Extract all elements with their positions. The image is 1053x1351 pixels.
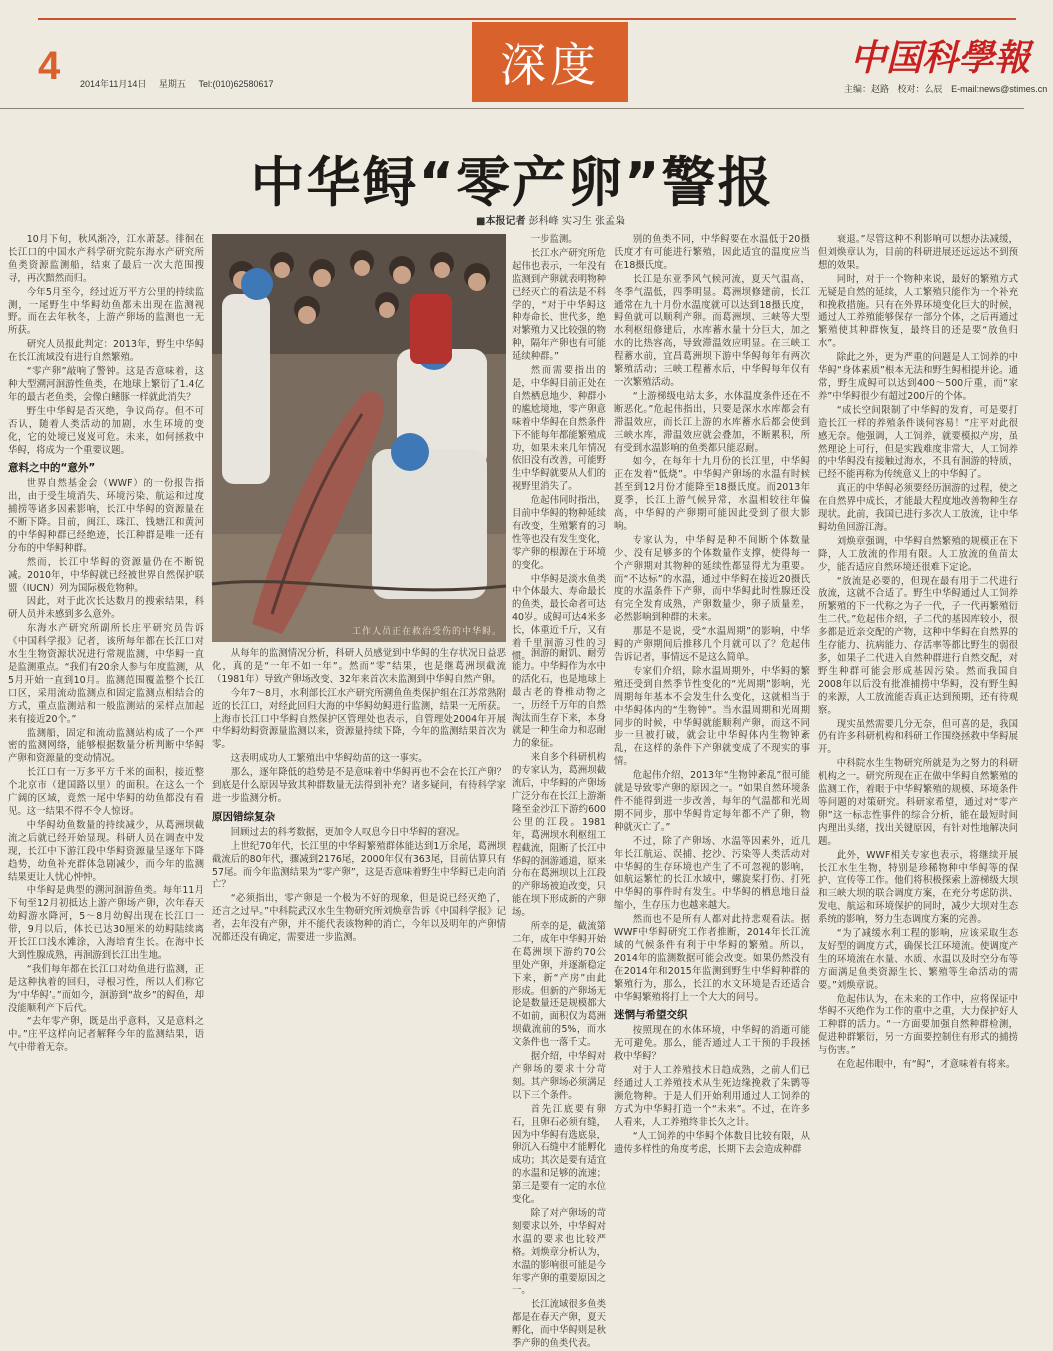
paragraph: 研究人员报此判定：2013年，野生中华鲟在长江流域没有进行自然繁殖。 bbox=[8, 339, 204, 364]
issue-weekday: 星期五 bbox=[158, 79, 186, 89]
paragraph: 回顾过去的科考数据，更加令人叹息今日中华鲟的窘况。 bbox=[230, 826, 466, 838]
paragraph: 从每年的监测情况分析，科研人员感觉到中华鲟的生存状况日益恶化，真的是“一年不如一年”。然而“零”结果，也是继葛洲坝截流（1981年）导致产卵场改变、32年来首次未监测到中华鲟自然产卵。 bbox=[212, 648, 506, 685]
section-heading: 原因错综复杂 bbox=[212, 810, 275, 823]
article-column-3-lower bbox=[512, 648, 606, 1350]
byline-prefix: ■本报记者 bbox=[476, 216, 526, 227]
paragraph: 今年5月至今，经过近万平方公里的持续监测，一尾野生中华鲟幼鱼都未出现在监测视野。而在去年秋冬，上游产卵场的监测也一无所获。 bbox=[8, 286, 204, 337]
paragraph: 首先江底要有卵石，且卵石必须有缝，因为中华鲟有选底泉，卵沉入石缝中才能孵化成功；其次是要有适宜的水温和足够的流速；第三是要有一定的水位变化。 bbox=[512, 1103, 606, 1206]
paragraph: 同时，对于一个物种来说，最好的繁殖方式无疑是自然的延续，人工繁殖只能作为一个补充和挽救措施。只有在外界环境变化巨大的时候，通过人工养殖能够保存一部分个体，之后再通过繁殖使其种群恢复，最终目的还是要“放鱼归水”。 bbox=[818, 273, 1018, 350]
paragraph: 长江口有一万多平方千米的面积，接近整个北京市（建国路以里）的面积。在这么一个广阔的区域，竟然一尾中华鲟的幼鱼都没有看见。这一结果不得不令人惊讶。 bbox=[8, 767, 204, 817]
paragraph: “我们每年都在长江口对幼鱼进行监测，正是这种执着的回归，寻根习性，所以人们称它为‘中华鲟’。”而如今，洄游到“故乡”的鲟鱼，却没能顺利产下后代。 bbox=[8, 963, 204, 1014]
paragraph: 真正的中华鲟必须要经历洄游的过程，使之在自然界中成长，才能最大程度地改善物种生存现状。此前，我国已进行多次人工放流，让中华鲟幼鱼回游江海。 bbox=[818, 483, 1018, 533]
paragraph: 然而，长江中华鲟的资源量仍在不断锐减。2010年，中华鲟就已经被世界自然保护联盟（IUCN）列为国际极危物种。 bbox=[8, 556, 204, 594]
paragraph: 现实虽然需要几分无奈，但可喜的是，我国仍有许多科研机构和科研工作围绕拯救中华鲟展开。 bbox=[818, 718, 1018, 756]
section-heading: 意料之中的“意外” bbox=[8, 462, 96, 475]
paragraph: “放流是必要的，但现在最有用于二代进行放流，这就不合适了。野生中华鲟通过人工饲养所繁殖的下一代称之为子一代，子一代再繁殖衍生二代。”危起伟介绍，子二代的基因库较小，很多都是近亲交配的产物，这种中华鲟在自然界的生存能力、抗病能力、存活率等都比野生的弱很多，如果子二代进入自然种群进行自然交配，对野生种群可能会形成基因污染。然而我国自2008年以后没有批准捕捞中华鲟，没有野生鲟的来源，人工放流能否真正达到预期，还有待观察。 bbox=[818, 575, 1018, 716]
editor-name: 主编：赵路 bbox=[844, 84, 890, 94]
paragraph: 对于人工养殖技术日趋成熟，之前人们已经通过人工养殖技术从生死边缘挽救了朱鹮等濒危物种。于是人们开始利用通过人工饲养的方式为中华鲟打造一个“未来”。不过，在许多人看来，人工养殖终非长久之计。 bbox=[614, 1065, 810, 1128]
paragraph: 按照现在的水体环境，中华鲟的消逝可能无可避免。那么，能否通过人工干预的手段拯救中华鲟？ bbox=[614, 1025, 810, 1063]
paragraph: 别的鱼类不同，中华鲟要在水温低于20摄氏度才有可能进行繁殖，因此适宜的温度应当在18摄氏度。 bbox=[614, 234, 810, 271]
paragraph: “零产卵”敲响了警钟。这是否意味着，这种大型溯河洄游性鱼类，在地球上繁衍了1.4亿年的最古老鱼类，会像白鳍豚一样就此消失？ bbox=[8, 366, 204, 403]
paragraph: 衰退。”尽管这种不利影响可以想办法减缓，但刘焕章认为，目前的科研进展还远远达不到预想的效果。 bbox=[818, 234, 1018, 271]
news-photo bbox=[212, 234, 506, 642]
paragraph: 野生中华鲟是否灭绝，争议尚存。但不可否认，随着人类活动的加剧，水生环境的变化，它的处境已岌岌可危。未来，如何拯救中华鲟，将成为一个重要议题。 bbox=[8, 405, 204, 456]
paragraph: 专家认为，中华鲟是种不间断个体数量少、没有足够多的个体数量作支撑，使得每一个产卵期对其物种的延续性都显得尤为重要。而“不达标”的水温，通过中华鲟在接近20摄氏度的水温条件下产卵，而中华鲟此时性腺还没有完全发育成熟，产卵数量少，卵子质量差，必然影响到种群的未来。 bbox=[614, 534, 810, 624]
paragraph: 除了对产卵场的苛刻要求以外，中华鲟对水温的要求也比较严格。刘焕章分析认为，水温的影响很可能是今年零产卵的重要原因之一。 bbox=[512, 1207, 606, 1297]
photo-caption: 工作人员正在救治受伤的中华鲟。 bbox=[351, 627, 502, 637]
article-title: 中华鲟“零产卵”警报 bbox=[250, 151, 774, 214]
article-column-2 bbox=[212, 648, 506, 1010]
paragraph: 来自多个科研机构的专家认为，葛洲坝截流后，中华鲟的产卵场广泛分布在长江上游渐隆至金沙江下游约600公里的江段。1981年，葛洲坝水利枢纽工程截流，阻断了长江中华鲟的洄游通道，原来分布在葛洲坝以上江段的产卵场被迫改变，只能在坝下形成新的产卵场。 bbox=[512, 752, 606, 919]
section-heading: 迷惘与希望交织 bbox=[614, 1009, 688, 1022]
editor-line bbox=[844, 82, 1048, 95]
paragraph: “成长空间限制了中华鲟的发育，可是要打造长江一样的养殖条件谈何容易！”庄平对此很感无奈。他强调，人工饲养，就要模拟产房，虽然理论上可行，但是实践难度非常大，人工饲养的中华鲟没有接触过海水，不具有洄游的特质，已经不能再称为传统意义上的中华鲟了。 bbox=[818, 404, 1018, 481]
byline-names: 彭科峰 实习生 张孟枭 bbox=[528, 216, 625, 227]
proofreader-name: 校对：么辰 bbox=[897, 84, 943, 94]
paragraph: 洄游的耐饥、耐劳能力。中华鲟作为水中的活化石，也是地球上最古老的脊椎动物之一，历经千万年的自然淘汰而生存下来，本身就是一种生命力和忍耐力的象征。 bbox=[512, 648, 606, 750]
paragraph: 今年7～8月，水利部长江水产研究所溯鱼鱼类保护组在江苏常熟附近的长江口，对经此回归大海的中华鲟幼鲟进行监测，结果一无所获。上海市长江口中华鲟自然保护区管理处也表示，自管理处2004年开展中华鲟幼鲟资源量监测以来，资源量持续下降，今年的监测结果首次为零。 bbox=[212, 687, 506, 751]
paragraph: 世界自然基金会（WWF）的一份报告指出，由于受生境消失、环境污染、航运和过度捕捞等诸多因素影响，长江中华鲟的资源量在不断下降。目前，闽江、珠江、钱塘江和黄河的中华鲟种群已经绝迹，长江种群是唯一还有分布的中华鲟种群。 bbox=[8, 478, 204, 554]
paragraph: 那是不是说，受“水温周期”的影响，中华鲟的产卵期间后推移几个月就可以了？危起伟告诉记者，事情远不是这么简单。 bbox=[614, 626, 810, 663]
paragraph: 据介绍，中华鲟对产卵场的要求十分苛刻。其产卵场必须满足以下三个条件。 bbox=[512, 1051, 606, 1101]
paragraph: 长江是东亚季风气候河流，夏天气温高，冬季气温低，四季明显。葛洲坝修建前，长江通常在九十月份水温度就可以达到18摄氏度，鲟鱼就可以顺利产卵。而葛洲坝、三峡等大型水利枢纽修建后，水库蓄水量十分巨大，加之水的比热容高，导致滞温效应明显。在三峡工程蓄水前，宜昌葛洲坝下游中华鲟每年有两次繁殖活动；三峡工程蓄水后，中华鲟每年仅有一次繁殖活动。 bbox=[614, 273, 810, 388]
paragraph: 中华鲟是典型的溯河洄游鱼类。每年11月下旬至12月初抵达上游产卵场产卵，次年春天幼鲟游水降河，5～8月幼鲟出现在长江口一带，9月以后，体长已达30厘米的幼鲟陆续离开长江口浅水滩涂，入海培育生长。在海中长大到性腺成熟，再洄游到长江出生地。 bbox=[8, 885, 204, 961]
paragraph: 危起伟认为，在未来的工作中，应将保证中华鲟不灭绝作为工作的重中之重，大力保护好人工种群的活力。“一方面要加强自然种群检测，促进种群繁衍，另一方面要控制住有形式的捕捞与伤害。” bbox=[818, 993, 1018, 1057]
paragraph: 不过，除了产卵场、水温等因素外，近几年长江航运、误捕、挖沙、污染等人类活动对中华鲟的生存环境也产生了不可忽视的影响，如航运繁忙的长江水域中，螺旋桨打伤、打死中华鲟的事件时有发生。中华鲟的栖息地日益缩小，生存压力也越来越大。 bbox=[614, 835, 810, 912]
paragraph: 监测船，固定和流动监测站构成了一个严密的监测网络，能够根据数量分析判断中华鲟产卵和资源量的变动情况。 bbox=[8, 727, 204, 765]
paragraph: 中科院水生生物研究所就是为之努力的科研机构之一。研究所现在正在做中华鲟自然繁殖的监测工作，着眼于中华鲟繁殖的规模、环境条件等问题的对策研究。科研家希望，通过对“零产卵”这一标志性事件的综合分析，能在最短时间内理出头绪，找出关键原因，有针对性地解决问题。 bbox=[818, 758, 1018, 847]
paragraph: 所幸的是，截流第二年，成年中华鲟开始在葛洲坝下游约70公里处产卵，并逐渐稳定下来，新“产房”由此形成。但新的产卵场无论是数量还是规模都大不如前，面积仅为葛洲坝截流前的5%，而水文条件也一落千丈。 bbox=[512, 921, 606, 1049]
paragraph: 除此之外，更为严重的问题是人工饲养的中华鲟“身体素质”根本无法和野生鲟相提并论。通常，野生成鲟可以达到400～500斤重，而“家养”中华鲟很少有超过200斤的个体。 bbox=[818, 352, 1018, 402]
paragraph: 刘焕章强调，中华鲟自然繁殖的规模正在下降，人工放流的作用有限。人工放流的鱼苗太少，能否适应自然环境还很难下定论。 bbox=[818, 535, 1018, 573]
article-column-5 bbox=[818, 234, 1018, 1071]
section-label: 深度 bbox=[472, 22, 628, 102]
paragraph: 专家们介绍，除水温周期外，中华鲟的繁殖还受到自然季节性变化的“光周期”影响，光周期每年基本不会发生什么变化，这就相当于中华鲟体内的“生物钟”。当水温周期和光周期同步的时候，中华鲟就能顺利产卵，而这不同步一旦被打破，就会让中华鲟体内生物钟紊乱，在这样的条件下产卵就变成了不现实的事情。 bbox=[614, 665, 810, 768]
article-column-3-narrow bbox=[512, 234, 606, 662]
paragraph: 此外，WWF相关专家也表示，将继续开展长江水生生物，特别是珍稀物种中华鲟等的保护、宣传等工作。他们将积极探索上游梯级大坝和三峡大坝的联合调度方案，在充分考虑防洪、发电、航运和环境保护的同时，减少大坝对生态系统的影响，努力生态调度方案的完善。 bbox=[818, 849, 1018, 926]
paragraph: 一步监测。 bbox=[530, 234, 578, 245]
paragraph: “为了减缓水利工程的影响，应该采取生态友好型的调度方式，确保长江环境流。使调度产生的环境流在水量、水质、水温以及时空分布等方面满足鱼类资源生长、繁殖等生命活动的需要。”刘焕章说。 bbox=[818, 928, 1018, 991]
paragraph: “必须指出，零产卵是一个极为不好的现象，但是说已经灭绝了，还言之过早。”中科院武汉水生生物研究所刘焕章告诉《中国科学报》记者，去年没有产卵，并不能代表该物种的消亡，今年以及明年的产卵情况都还没有确定，需要进一步监测。 bbox=[212, 893, 506, 944]
paragraph: 然而也不是所有人都对此持悲观看法。据WWF中华鲟研究工作者推断，2014年长江流域的气候条件有利于中华鲟的繁殖。所以，2014年的监测数据可能会改变。如果仍然没有在2014年和2015年监测到野生中华鲟种群的繁殖行为，那么，长江的水文环境是否还适合中华鲟繁殖将打上一个大大的问号。 bbox=[614, 914, 810, 1003]
paragraph: 东海水产研究所副所长庄平研究员告诉《中国科学报》记者，该所每年都在长江口对水生生物资源状况进行常规监测，中华鲟一直是监测重点。“我们有20余人参与年度监测，从5月开始一直到10月。监测范围覆盖整个长江口区，采用流动监测点和固定监测点相结合的方式，重点监测站和一般监测站的采样点加起来有接近20个。” bbox=[8, 623, 204, 725]
newspaper-masthead: 中国科學報 bbox=[850, 37, 1031, 79]
paragraph: 如今，在每年十九月份的长江里，中华鲟正在发着“低烧”。中华鲟产卵场的水温有时候甚至到12月份才能降至18摄氏度。而2013年夏季，长江上游气候异常，水温相较往年偏高，中华鲟的产卵期可能因此受到了很大影响。 bbox=[614, 456, 810, 532]
paragraph: 这表明成功人工繁殖出中华鲟幼苗的这一事实。 bbox=[230, 753, 428, 765]
date-line bbox=[80, 77, 284, 90]
page-number: 4 bbox=[38, 44, 61, 88]
email-address: E-mail:news@stimes.cn bbox=[951, 84, 1048, 94]
header-rule bbox=[0, 108, 1024, 109]
paragraph: “上游梯级电站太多，水体温度条件还在不断恶化。”危起伟指出，只要是深水水库都会有滞温效应，而长江上游的水库蓄水后都会使到三峡水库，滞温效应就会叠加，不断累积，所有受到水温影响的鱼类都只能忍耐。 bbox=[614, 390, 810, 454]
paragraph: 10月下旬，秋风渐冷，江水萧瑟。徘徊在长江口的中国水产科学研究院东海水产研究所鱼类资源监测船，结束了最后一次大范围搜寻，再次黯然而归。 bbox=[8, 234, 204, 284]
paragraph: 危起伟同时指出，目前中华鲟的物种延续有改变，生殖繁育的习性等也没有发生变化，零产卵的根源在于环境的变化。 bbox=[512, 495, 606, 571]
article-column-1 bbox=[8, 234, 204, 1054]
issue-date: 2014年11月14日 bbox=[80, 79, 147, 89]
telephone: Tel:(010)62580617 bbox=[198, 79, 274, 89]
article-column-4 bbox=[614, 234, 810, 1155]
photo-illustration bbox=[212, 234, 506, 642]
paragraph: 因此，对于此次长达数月的搜索结果，科研人员并未感到多么意外。 bbox=[8, 596, 204, 621]
paragraph: “人工饲养的中华鲟个体数目比较有限，从遗传多样性的角度考虑，长期下去会造成种群 bbox=[614, 1130, 810, 1155]
byline bbox=[476, 212, 625, 227]
paragraph: 中华鲟幼鱼数量的持续减少，从葛洲坝截流之后就已经开始显现。科研人员在调查中发现，长江中下游江段中华鲟资源量呈逐年下降趋势，幼鱼补充群体急剧减少，而今年的监测结果更让人忧心忡忡。 bbox=[8, 819, 204, 883]
paragraph: 然而需要指出的是，中华鲟目前正处在自然栖息地少、种群小的尴尬境地，零产卵意味着中华鲟在自然条件下不能每年都能繁殖成功，如果未来几年情况依旧没有改善，可能野生中华鲟就要从人们的视野里消失了。 bbox=[512, 365, 606, 493]
paragraph: 上世纪70年代，长江里的中华鲟繁殖群体能达到1万余尾，葛洲坝截流后的80年代，骤减到2176尾，2000年仅有363尾，目前估算只有57尾。而今年监测结果为“零产卵”，这是否意味着野生中华鲟已走向消亡？ bbox=[212, 840, 506, 891]
paragraph: 危起伟介绍，2013年“生物钟紊乱”很可能就是导致零产卵的原因之一。“如果自然环境条件不能得到进一步改善，每年的气温都和光周期不同步，那中华鲟肯定每年都不产了卵，物种就灭亡了。” bbox=[614, 770, 810, 833]
paragraph: 长江水产研究所危起伟也表示，一年没有监测到产卵就表明物种已经灭亡的看法是不科学的，“对于中华鲟这种寿命长、世代多，绝对繁殖力又比较强的物种，隔年产卵也有可能延续种群。” bbox=[512, 247, 606, 363]
paragraph: “去年零产卵，既是出乎意料，又是意料之中。”庄平这样向记者解释今年的监测结果，语气中带着无奈。 bbox=[8, 1016, 204, 1054]
paragraph: 中华鲟是淡水鱼类中个体最大、寿命最长的鱼类，最长命者可达40岁。成鲟可达4米多长，体重近千斤，又有着千里洄游习性的习惯。 bbox=[512, 573, 606, 662]
top-rule bbox=[38, 18, 1016, 20]
paragraph: 那么，逐年降低的趋势是不是意味着中华鲟再也不会在长江产卵？到底是什么原因导致其种群数量无法得到补充？诸多疑问，有待科学家进一步监测分析。 bbox=[212, 767, 506, 804]
paragraph: 在危起伟眼中，有“鲟”，才意味着有将来。 bbox=[836, 1059, 1016, 1071]
paragraph: 长江流域很多鱼类都是在春天产卵，夏天孵化，而中华鲟则是秋季产卵的鱼类代表。 bbox=[512, 1299, 606, 1350]
